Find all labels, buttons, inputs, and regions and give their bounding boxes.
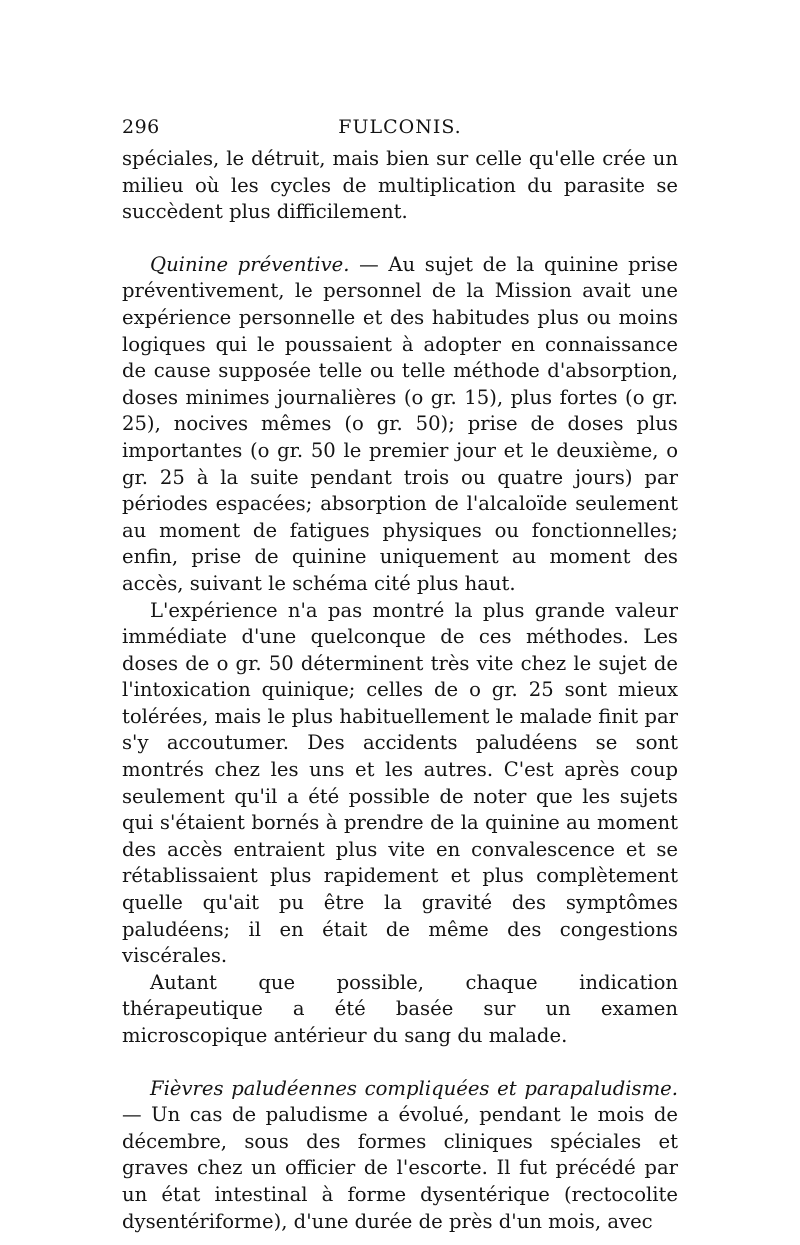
section-heading-quinine-preventive: Quinine préventive.	[150, 252, 350, 276]
paragraph-text: L'expérience n'a pas montré la plus grande valeur immédiate d'une quelconque de ces méthodes. Les doses de o gr. 50 déterminent très vite chez le sujet de l'intoxication quinique; celles de o gr. 25 sont mieux tolérées, mais le plus habituellement le malade finit par s'y accoutumer. Des accidents paludéens se sont montrés chez les uns et les autres. C'est après coup seulement qu'il a été possible de noter que les sujets qui s'étaient bornés à prendre de la quinine au moment des accès entraient plus vite en convalescence et se rétablissaient plus rapidement et plus complètement quelle qu'ait pu être la gravité des symptômes paludéens; il en était de même des congestions viscérales.	[122, 598, 678, 968]
page-number: 296	[122, 116, 160, 138]
paragraph-text: — Un cas de paludisme a évolué, pendant le mois de décembre, sous des formes cliniques spéciales et graves chez un officier de l'escorte. Il fut précédé par un état intestinal à forme dysentérique (rectocolite dysentériforme), d'une durée de près d'un mois, avec	[122, 1103, 678, 1233]
paragraph-continuation	[122, 146, 678, 226]
paragraph-text: spéciales, le détruit, mais bien sur celle qu'elle crée un milieu où les cycles de multiplication du parasite se succèdent plus difficilement.	[122, 147, 678, 224]
section-heading-fievres-paludeennes: Fièvres paludéennes compliquées et parapaludisme.	[150, 1076, 678, 1100]
paragraph-experience	[122, 598, 678, 970]
body-text	[122, 146, 678, 1235]
running-head	[122, 112, 678, 146]
paragraph-quinine-preventive	[122, 252, 678, 598]
paragraph-fievres-paludeennes	[122, 1076, 678, 1236]
paragraph-text: Autant que possible, chaque indication thérapeutique a été basée sur un examen microscopique antérieur du sang du malade.	[122, 970, 678, 1047]
paragraph-examen	[122, 970, 678, 1050]
paragraph-text: — Au sujet de la quinine prise préventivement, le personnel de la Mission avait une expérience personnelle et des habitudes plus ou moins logiques qui le poussaient à adopter en connaissance de cause supposée telle ou telle méthode d'absorption, doses minimes journalières (o gr. 15), plus fortes (o gr. 25), nocives mêmes (o gr. 50); prise de doses plus importantes (o gr. 50 le premier jour et le deuxième, o gr. 25 à la suite pendant trois ou quatre jours) par périodes espacées; absorption de l'alcaloïde seulement au moment de fatigues physiques ou fonctionnelles; enfin, prise de quinine uniquement au moment des accès, suivant le schéma cité plus haut.	[122, 252, 678, 595]
document-page	[122, 112, 678, 1235]
running-title: FULCONIS.	[338, 116, 462, 138]
